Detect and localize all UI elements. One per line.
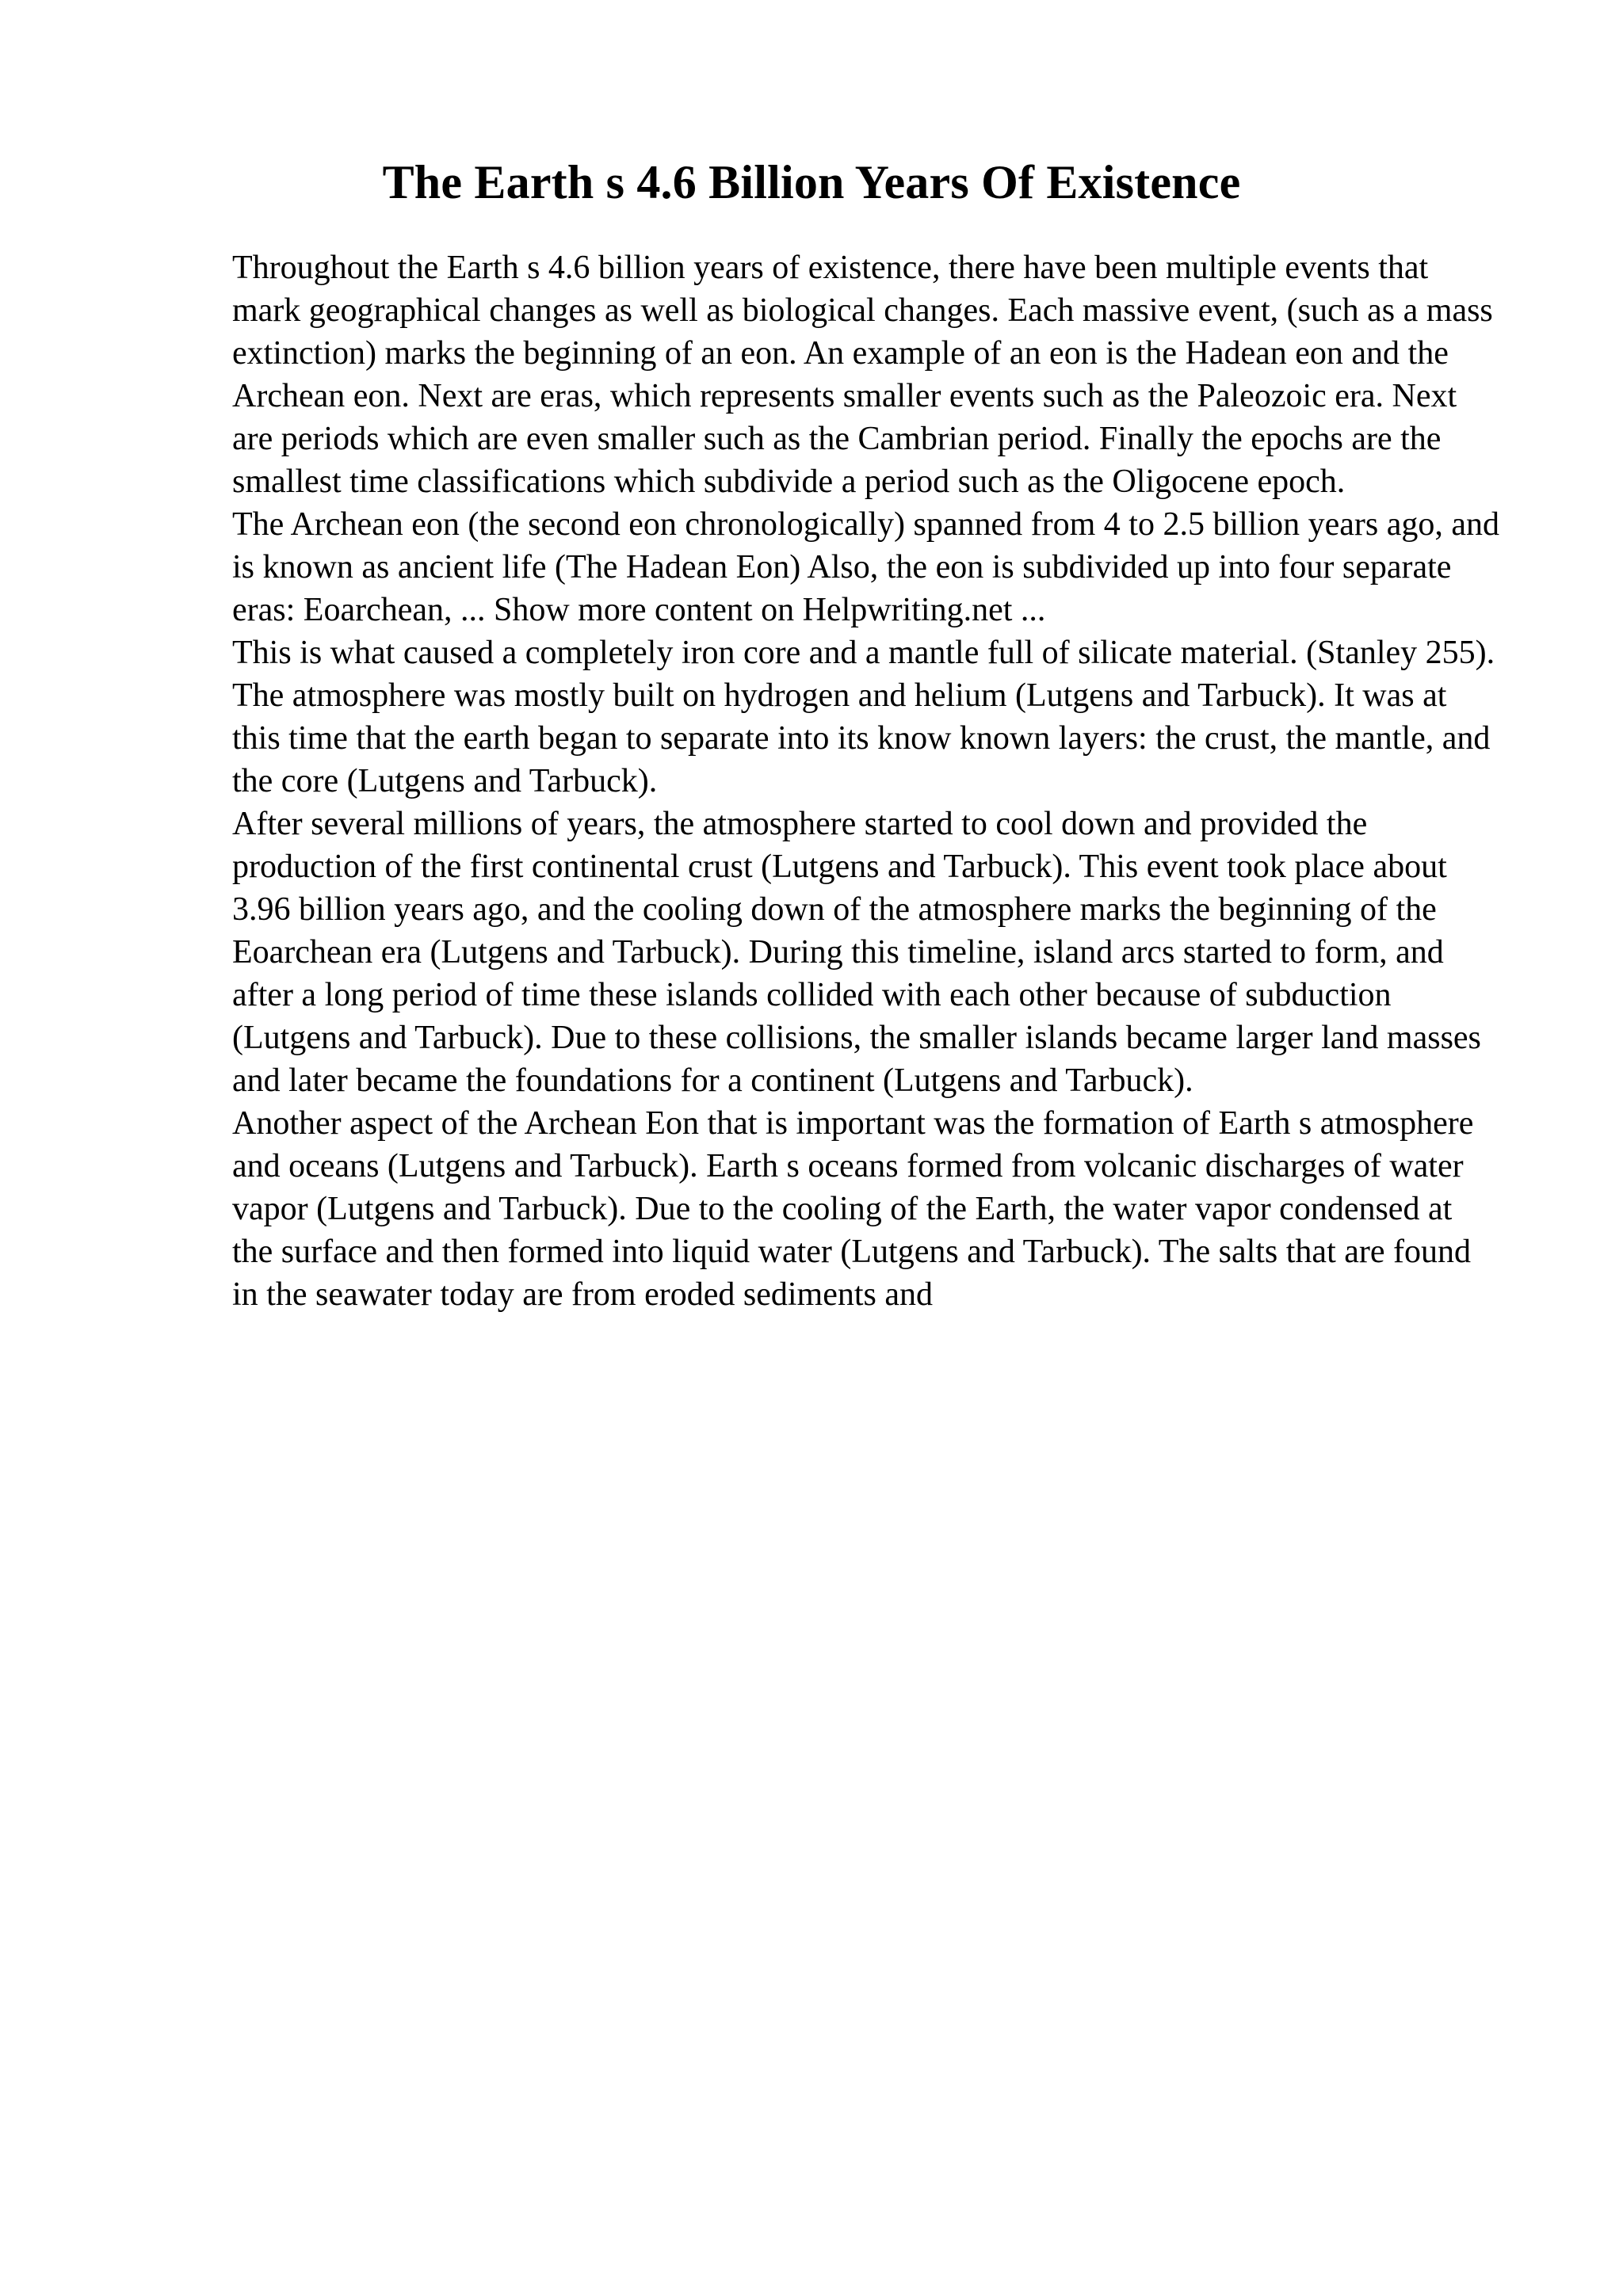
paragraph: Another aspect of the Archean Eon that is important was the formation of Earth s atmosphere and oceans (Lutgens and Tarbuck). Earth s oceans formed from volcanic discharges of water vapor (Lutgens and Tarbuck). Due to the cooling of the Earth, the water vapor condensed at the surface and then formed into liquid water (Lutgens and Tarbuck). The salts that are found in the seawater today are from eroded sediments and	[232, 1105, 1474, 1313]
paragraph: After several millions of years, the atmosphere started to cool down and provided the production of the first continental crust (Lutgens and Tarbuck). This event took place about 3.96 billion years ago, and the cooling down of the atmosphere marks the beginning of the Eoarchean era (Lutgens and Tarbuck). During this timeline, island arcs started to form, and after a long period of time these islands collided with each other because of subduction (Lutgens and Tarbuck). Due to these collisions, the smaller islands became larger land masses and later became the foundations for a continent (Lutgens and Tarbuck).	[232, 806, 1481, 1099]
document-body	[232, 246, 1500, 1316]
paragraph: The Archean eon (the second eon chronologically) spanned from 4 to 2.5 billion years ago, and is known as ancient life (The Hadean Eon) Also, the eon is subdivided up into four separate eras: Eoarchean, ... Show more content on Helpwriting.net ...	[232, 506, 1500, 628]
paragraph: This is what caused a completely iron core and a mantle full of silicate material. (Stanley 255). The atmosphere was mostly built on hydrogen and helium (Lutgens and Tarbuck). It was at this time that the earth began to separate into its know known layers: the crust, the mantle, and the core (Lutgens and Tarbuck).	[232, 635, 1495, 799]
document-title: The Earth s 4.6 Billion Years Of Existence	[382, 156, 1241, 208]
paragraph: Throughout the Earth s 4.6 billion years of existence, there have been multiple events that mark geographical changes as well as biological changes. Each massive event, (such as a mass extinction) marks the beginning of an eon. An example of an eon is the Hadean eon and the Archean eon. Next are eras, which represents smaller events such as the Paleozoic era. Next are periods which are even smaller such as the Cambrian period. Finally the epochs are the smallest time classifications which subdivide a period such as the Oligocene epoch.	[232, 250, 1493, 500]
